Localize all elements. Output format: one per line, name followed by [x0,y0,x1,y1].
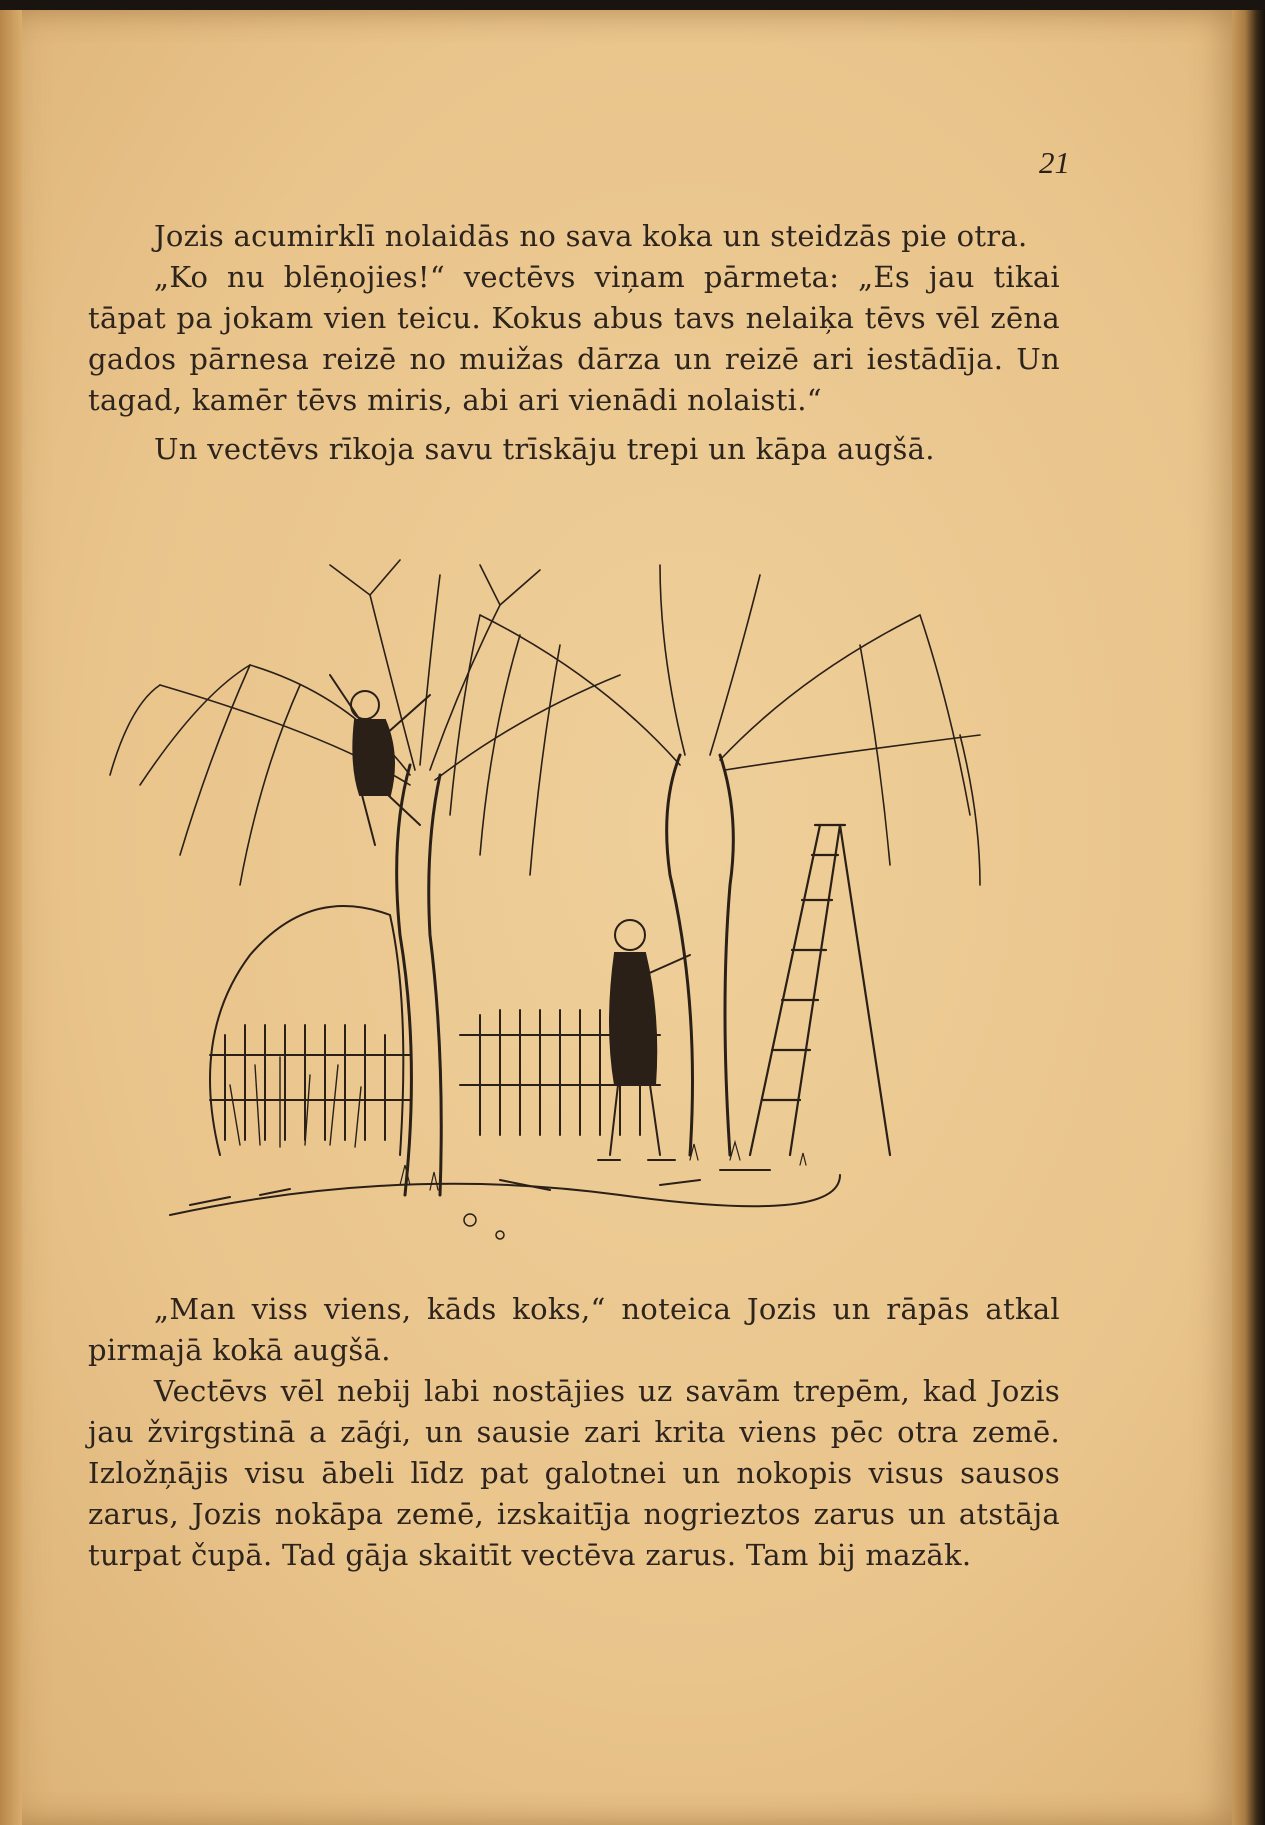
paragraph: „Ko nu blēņojies!“ vectēvs viņam pārmeta: „Es jau tikai tāpat pa jokam vien teicu. Kokus abus tavs nelaiķa tēvs vēl zēna gados pārnesa reizē no muižas dārza un reizē ari iestādīja. Un tagad, kamēr tēvs miris, abi ari vienādi nolaisti.“ [88,260,1060,417]
text-block-bottom [88,1289,1060,1576]
page-number: 21 [1039,145,1070,180]
tree-drawing-icon [100,555,1040,1245]
page-edge [1232,10,1265,1825]
paragraph: Vectēvs vēl nebij labi nostājies uz savām trepēm, kad Jozis jau žvirgstinā a zāģi, un sausie zari krita viens pēc otra zemē. Izložņājis visu ābeli līdz pat galotnei un nokopis visus sausos zarus, Jozis nokāpa zemē, izskaitīja nogrieztos zarus un atstāja turpat čupā. Tad gāja skaitīt vectēva zarus. Tam bij mazāk. [88,1374,1060,1572]
paragraph: Jozis acumirklī nolaidās no sava koka un steidzās pie otra. [154,219,1028,253]
illustration-two-trees [100,555,1040,1245]
paragraph: Un vectēvs rīkoja savu trīskāju trepi un kāpa augšā. [154,432,935,466]
paragraph: „Man viss viens, kāds koks,“ noteica Jozis un rāpās atkal pirmajā kokā augšā. [88,1292,1060,1367]
page-gutter [0,10,22,1825]
text-block-top [88,216,1060,470]
